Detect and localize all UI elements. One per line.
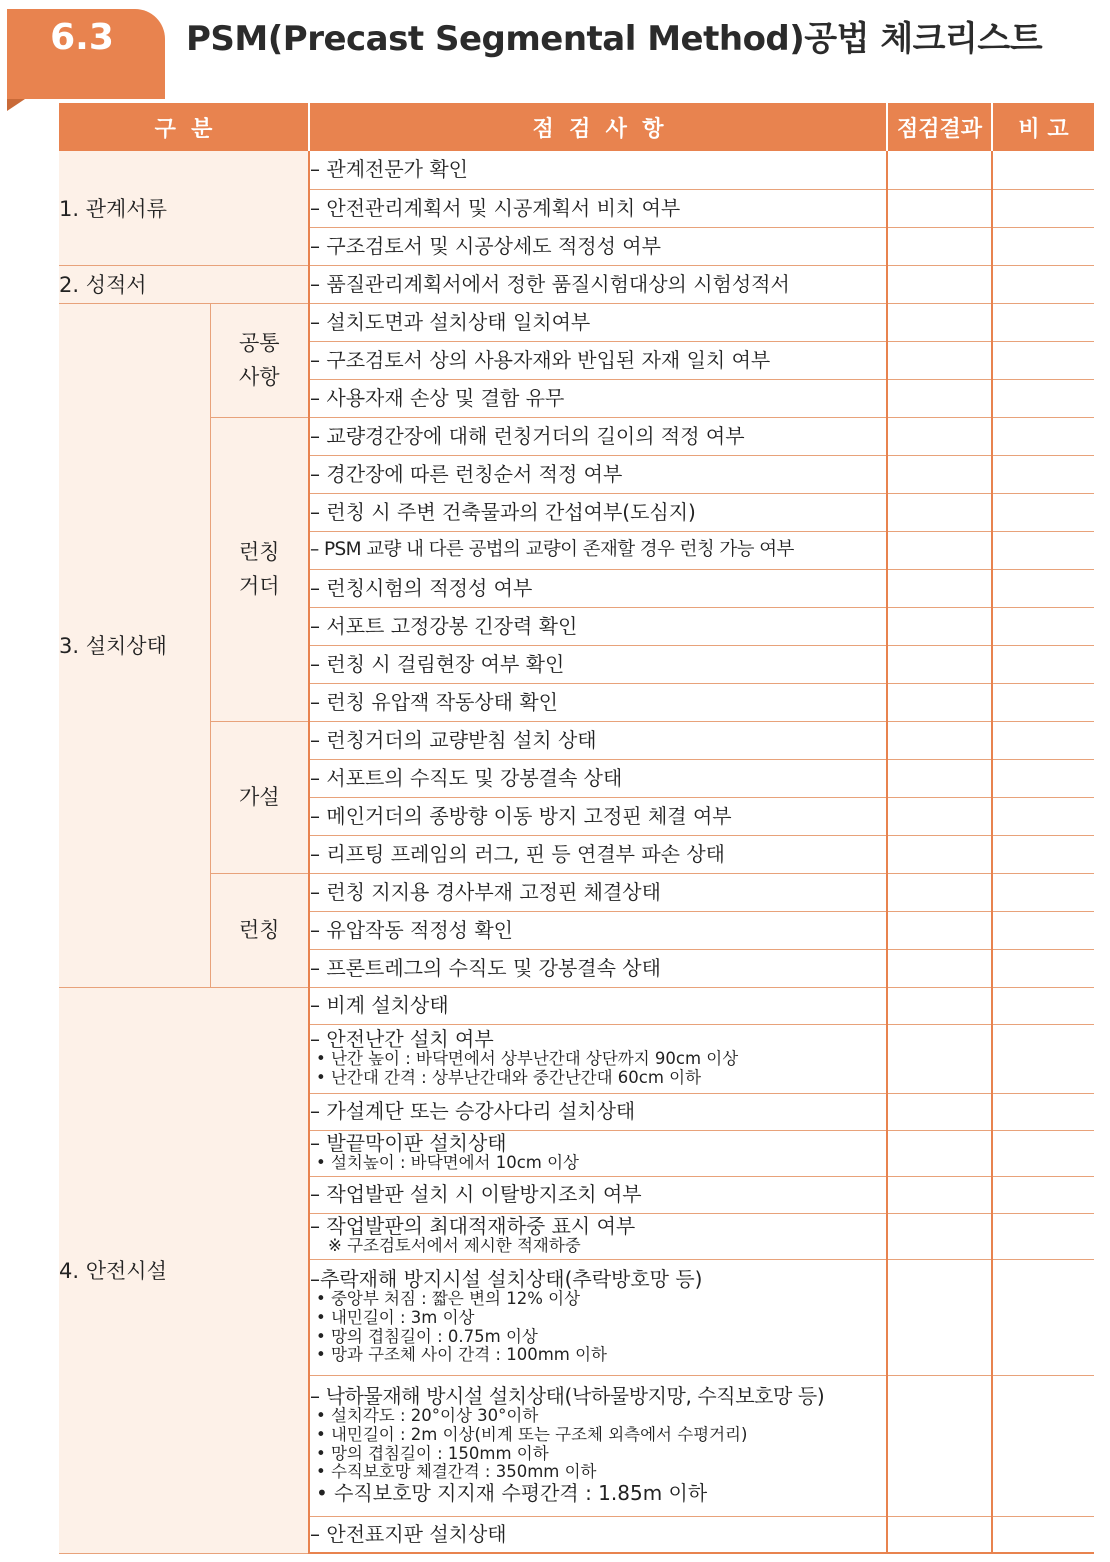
note-cell[interactable] [992,683,1094,721]
detail-line: • 난간 높이 : 바닥면에서 상부난간대 상단까지 90cm 이상 [316,1049,739,1069]
check-item: – 런칭시험의 적정성 여부 [309,569,887,607]
check-item: – 교량경간장에 대해 런칭거더의 길이의 적정 여부 [309,417,887,455]
result-cell[interactable] [887,417,992,455]
table-row [59,987,1094,1024]
category-documents: 1. 관계서류 [59,151,309,265]
note-cell[interactable] [992,1093,1094,1130]
note-cell[interactable] [992,379,1094,417]
check-item: – 관계전문가 확인 [309,151,887,189]
detail-line: • 중앙부 처짐 : 짧은 변의 12% 이상 [316,1288,581,1308]
subcategory-temporary: 가설 [210,721,309,873]
note-cell[interactable] [992,1259,1094,1375]
note-cell[interactable] [992,455,1094,493]
note-cell[interactable] [992,417,1094,455]
note-cell[interactable] [992,1130,1094,1176]
page-title: PSM(Precast Segmental Method)공법 체크리스트 [186,19,1043,59]
result-cell[interactable] [887,151,992,189]
result-cell[interactable] [887,721,992,759]
note-cell[interactable] [992,797,1094,835]
note-cell[interactable] [992,151,1094,189]
note-cell[interactable] [992,949,1094,987]
result-cell[interactable] [887,645,992,683]
result-cell[interactable] [887,759,992,797]
note-cell[interactable] [992,1176,1094,1213]
check-item: – 런칭 유압잭 작동상태 확인 [309,683,887,721]
note-cell[interactable] [992,987,1094,1024]
note-cell[interactable] [992,721,1094,759]
table-row [59,721,1094,759]
note-cell[interactable] [992,645,1094,683]
note-cell[interactable] [992,835,1094,873]
check-item: – 작업발판의 최대적재하중 표시 여부 ※ 구조검토서에서 제시한 적재하중 [309,1213,887,1259]
note-cell[interactable] [992,1375,1094,1516]
result-cell[interactable] [887,303,992,341]
detail-line: ※ 구조검토서에서 제시한 적재하중 [328,1236,581,1256]
detail-line: • 망의 겹침길이 : 150mm 이하 [316,1443,549,1463]
note-cell[interactable] [992,1024,1094,1093]
header-result: 점검결과 [887,103,992,151]
check-item: – 사용자재 손상 및 결함 유무 [309,379,887,417]
subcategory-launch-girder: 런칭 거더 [210,417,309,721]
header-category: 구 분 [59,103,309,151]
check-item: – 비계 설치상태 [309,987,887,1024]
detail-line: • 수직보호망 체결간격 : 350mm 이하 [316,1462,597,1482]
check-item: – 설치도면과 설치상태 일치여부 [309,303,887,341]
note-cell[interactable] [992,531,1094,569]
result-cell[interactable] [887,493,992,531]
check-item: – 리프팅 프레임의 러그, 핀 등 연결부 파손 상태 [309,835,887,873]
result-cell[interactable] [887,1024,992,1093]
note-cell[interactable] [992,303,1094,341]
result-cell[interactable] [887,797,992,835]
result-cell[interactable] [887,835,992,873]
check-item: – 런칭 지지용 경사부재 고정핀 체결상태 [309,873,887,911]
table-row [59,873,1094,911]
table-row [59,303,1094,341]
note-cell[interactable] [992,341,1094,379]
note-cell[interactable] [992,607,1094,645]
subcategory-common: 공통 사항 [210,303,309,417]
result-cell[interactable] [887,1259,992,1375]
check-item: – 낙하물재해 방시설 설치상태(낙하물방지망, 수직보호망 등) • 설치각도 : 20°이상 30°이하 • 내민길이 : 2m 이상(비계 또는 구조체 외측에서 수평거리) • 망의 겹침길이 : 150mm 이하 • 수직보호망 체결간격 : 350mm 이하 • 수직보호망 지지재 수평간격 : 1.85m 이하 [309,1375,887,1516]
detail-line: • 설치각도 : 20°이상 30°이하 [316,1405,539,1425]
result-cell[interactable] [887,379,992,417]
check-item: – 경간장에 따른 런칭순서 적정 여부 [309,455,887,493]
result-cell[interactable] [887,1516,992,1553]
note-cell[interactable] [992,493,1094,531]
check-item: – 서포트의 수직도 및 강봉결속 상태 [309,759,887,797]
check-item: – 구조검토서 및 시공상세도 적정성 여부 [309,227,887,265]
result-cell[interactable] [887,227,992,265]
category-installation: 3. 설치상태 [59,303,210,987]
result-cell[interactable] [887,683,992,721]
header-items: 점 검 사 항 [309,103,887,151]
check-item: – 안전난간 설치 여부 • 난간 높이 : 바닥면에서 상부난간대 상단까지 90cm 이상 • 난간대 간격 : 상부난간대와 중간난간대 60cm 이하 [309,1024,887,1093]
check-item: – 런칭 시 걸림현장 여부 확인 [309,645,887,683]
result-cell[interactable] [887,265,992,303]
header-note: 비 고 [992,103,1094,151]
result-cell[interactable] [887,189,992,227]
result-cell[interactable] [887,911,992,949]
table-row [59,417,1094,455]
check-item: – 안전관리계획서 및 시공계획서 비치 여부 [309,189,887,227]
result-cell[interactable] [887,1093,992,1130]
check-item: – 발끝막이판 설치상태 • 설치높이 : 바닥면에서 10cm 이상 [309,1130,887,1176]
check-item: – 작업발판 설치 시 이탈방지조치 여부 [309,1176,887,1213]
check-item: – 유압작동 적정성 확인 [309,911,887,949]
check-item: – 메인거더의 종방향 이동 방지 고정핀 체결 여부 [309,797,887,835]
result-cell[interactable] [887,607,992,645]
detail-line: • 난간대 간격 : 상부난간대와 중간난간대 60cm 이하 [316,1068,702,1087]
note-cell[interactable] [992,911,1094,949]
section-number: 6.3 [50,17,114,58]
detail-line: • 수직보호망 지지재 수평간격 : 1.85m 이하 [316,1481,708,1506]
category-test-reports: 2. 성적서 [59,265,309,303]
table-row [59,151,1094,189]
note-cell[interactable] [992,759,1094,797]
result-cell[interactable] [887,1213,992,1259]
result-cell[interactable] [887,569,992,607]
check-item: –추락재해 방지시설 설치상태(추락방호망 등) • 중앙부 처짐 : 짧은 변의 12% 이상 • 내민길이 : 3m 이상 • 망의 겹침길이 : 0.75m 이상 • 망과 구조체 사이 간격 : 100mm 이하 [309,1259,887,1375]
section-number-badge [7,9,165,99]
result-cell[interactable] [887,987,992,1024]
check-item: – 가설계단 또는 승강사다리 설치상태 [309,1093,887,1130]
detail-line: • 망의 겹침길이 : 0.75m 이상 [316,1326,538,1346]
result-cell[interactable] [887,341,992,379]
check-item: – 안전표지판 설치상태 [309,1516,887,1553]
detail-line: • 내민길이 : 2m 이상(비계 또는 구조체 외측에서 수평거리) [316,1424,748,1444]
subcategory-launching: 런칭 [210,873,309,987]
note-cell[interactable] [992,189,1094,227]
check-item: – 런칭 시 주변 건축물과의 간섭여부(도심지) [309,493,887,531]
note-cell[interactable] [992,569,1094,607]
check-item: – PSM 교량 내 다른 공법의 교량이 존재할 경우 런칭 가능 여부 [309,531,887,569]
result-cell[interactable] [887,1130,992,1176]
check-item: – 프론트레그의 수직도 및 강봉결속 상태 [309,949,887,987]
note-cell[interactable] [992,265,1094,303]
table-row [59,265,1094,303]
detail-line: • 내민길이 : 3m 이상 [316,1307,475,1327]
result-cell[interactable] [887,455,992,493]
note-cell[interactable] [992,873,1094,911]
category-safety-facilities: 4. 안전시설 [59,987,309,1553]
result-cell[interactable] [887,1176,992,1213]
detail-line: • 망과 구조체 사이 간격 : 100mm 이하 [316,1345,607,1365]
note-cell[interactable] [992,1213,1094,1259]
check-item: – 런칭거더의 교량받침 설치 상태 [309,721,887,759]
note-cell[interactable] [992,1516,1094,1553]
result-cell[interactable] [887,949,992,987]
check-item: – 품질관리계획서에서 정한 품질시험대상의 시험성적서 [309,265,887,303]
checklist-table [59,103,1094,1554]
check-item: – 구조검토서 상의 사용자재와 반입된 자재 일치 여부 [309,341,887,379]
header-row [59,103,1094,151]
result-cell[interactable] [887,873,992,911]
detail-line: • 설치높이 : 바닥면에서 10cm 이상 [316,1153,580,1173]
check-item: – 서포트 고정강봉 긴장력 확인 [309,607,887,645]
result-cell[interactable] [887,1375,992,1516]
badge-tail-decoration [7,99,25,111]
result-cell[interactable] [887,531,992,569]
note-cell[interactable] [992,227,1094,265]
